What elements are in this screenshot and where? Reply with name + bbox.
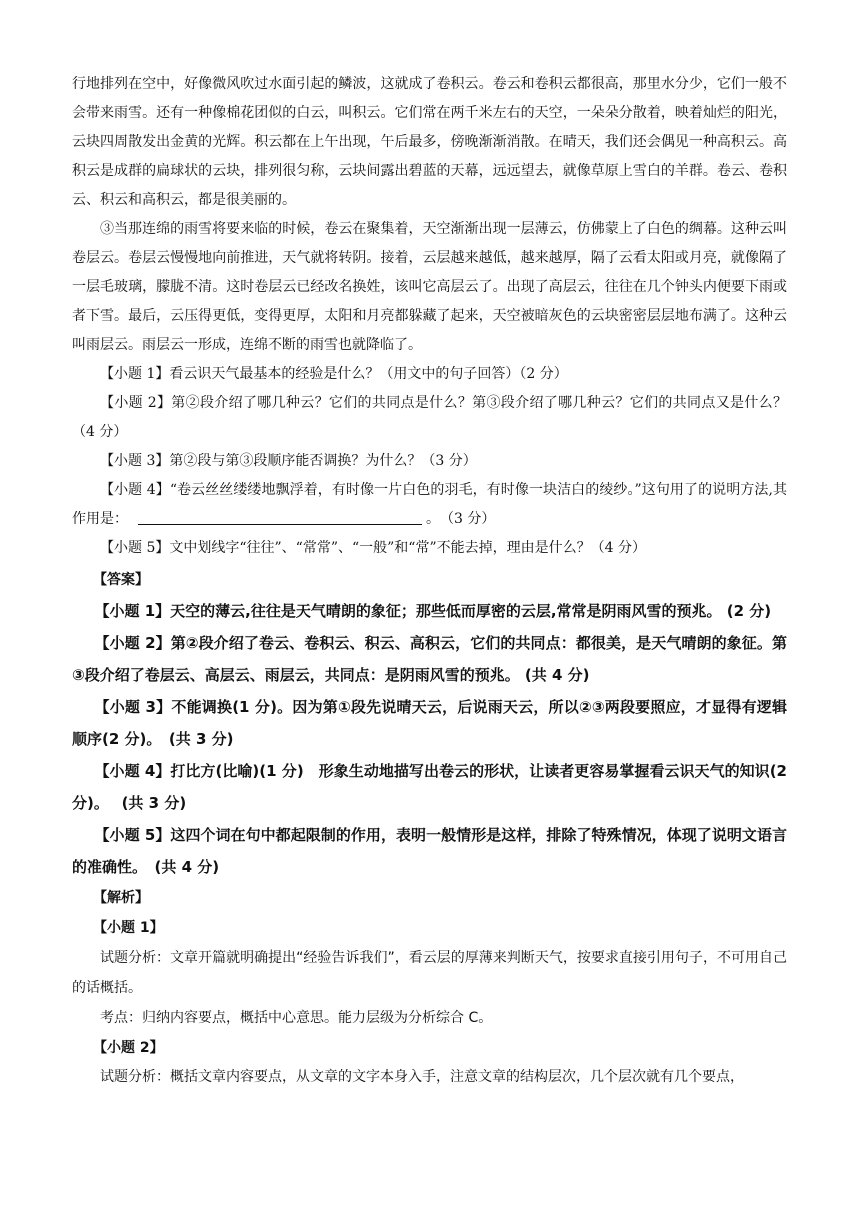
answer-1: 【小题 1】天空的薄云,往往是天气晴朗的象征；那些低而厚密的云层,常常是阴雨风雪的预兆。 (2 分) [94,602,772,620]
answer-heading: 【答案】 [93,572,149,588]
answer-3: 【小题 3】不能调换(1 分)。因为第①段先说晴天云，后说雨天云，所以②③两段要照应，才显得有逻辑顺序(2 分)。 (共 3 分) [72,698,787,748]
answer-2: 【小题 2】第②段介绍了卷云、卷积云、积云、高积云，它们的共同点：都很美，是天气晴朗的象征。第③段介绍了卷层云、高层云、雨层云，共同点：是阴雨风雪的预兆。 (共 4 分) [72,634,787,684]
analysis-2-heading: 【小题 2】 [93,1040,164,1056]
question-1: 【小题 1】看云识天气最基本的经验是什么？（用文中的句子回答）（2 分） [100,366,568,382]
passage-paragraph-2-continued: 行地排列在空中，好像微风吹过水面引起的鳞波，这就成了卷积云。卷云和卷积云都很高，那里水分少，它们一般不会带来雨雪。还有一种像棉花团似的白云，叫积云。它们常在两千米左右的天空，一朵朵分散着，映着灿烂的阳光，云块四周散发出金黄的光辉。积云都在上午出现，午后最多，傍晚渐渐消散。在晴天，我们还会偶见一种高积云。高积云是成群的扁球状的云块，排列很匀称，云块间露出碧蓝的天幕，远远望去，就像草原上雪白的羊群。卷云、卷积云、积云和高积云，都是很美丽的。 [72,76,787,208]
question-5: 【小题 5】文中划线字“往往”、“常常”、“一般”和“常”不能去掉，理由是什么？（4 分） [100,540,646,556]
question-3: 【小题 3】第②段与第③段顺序能否调换？为什么？（3 分） [100,453,477,469]
analysis-1-heading: 【小题 1】 [93,920,164,936]
question-4-text: 【小题 4】“卷云丝丝缕缕地飘浮着，有时像一片白色的羽毛，有时像一块洁白的绫纱。”这句用了的说明方法,其作用是： [72,482,787,527]
question-4 [72,476,787,534]
analysis-1-text: 试题分析：文章开篇就明确提出“经验告诉我们”，看云层的厚薄来判断天气，按要求直接引用句子，不可用自己的话概括。 [72,950,787,996]
analysis-heading: 【解析】 [93,890,149,906]
passage-paragraph-3: ③当那连绵的雨雪将要来临的时候，卷云在聚集着，天空渐渐出现一层薄云，仿佛蒙上了白色的绸幕。这种云叫卷层云。卷层云慢慢地向前推进，天气就将转阴。接着，云层越来越低，越来越厚，隔了云看太阳或月亮，就像隔了一层毛玻璃，朦胧不清。这时卷层云已经改名换姓，该叫它高层云了。出现了高层云，往往在几个钟头内便要下雨或者下雪。最后，云压得更低，变得更厚，太阳和月亮都躲藏了起来，天空被暗灰色的云块密密层层地布满了。这种云叫雨层云。雨层云一形成，连绵不断的雨雪也就降临了。 [72,221,787,353]
analysis-2-text: 试题分析：概括文章内容要点，从文章的文字本身入手，注意文章的结构层次，几个层次就有几个要点， [100,1069,744,1085]
answer-5: 【小题 5】这四个词在句中都起限制的作用，表明一般情形是这样，排除了特殊情况，体现了说明文语言的准确性。 (共 4 分) [72,826,787,876]
analysis-1-point: 考点：归纳内容要点，概括中心意思。能力层级为分析综合 C。 [100,1010,493,1026]
answer-blank-line [138,510,422,525]
document-content [72,70,787,1092]
question-4-suffix: 。 （3 分） [426,511,496,527]
question-2: 【小题 2】第②段介绍了哪几种云？它们的共同点是什么？第③段介绍了哪几种云？它们的共同点又是什么？（4 分） [72,395,787,440]
answer-4: 【小题 4】打比方(比喻)(1 分) 形象生动地描写出卷云的形状，让读者更容易掌握看云识天气的知识(2 分)。 (共 3 分) [72,762,787,812]
